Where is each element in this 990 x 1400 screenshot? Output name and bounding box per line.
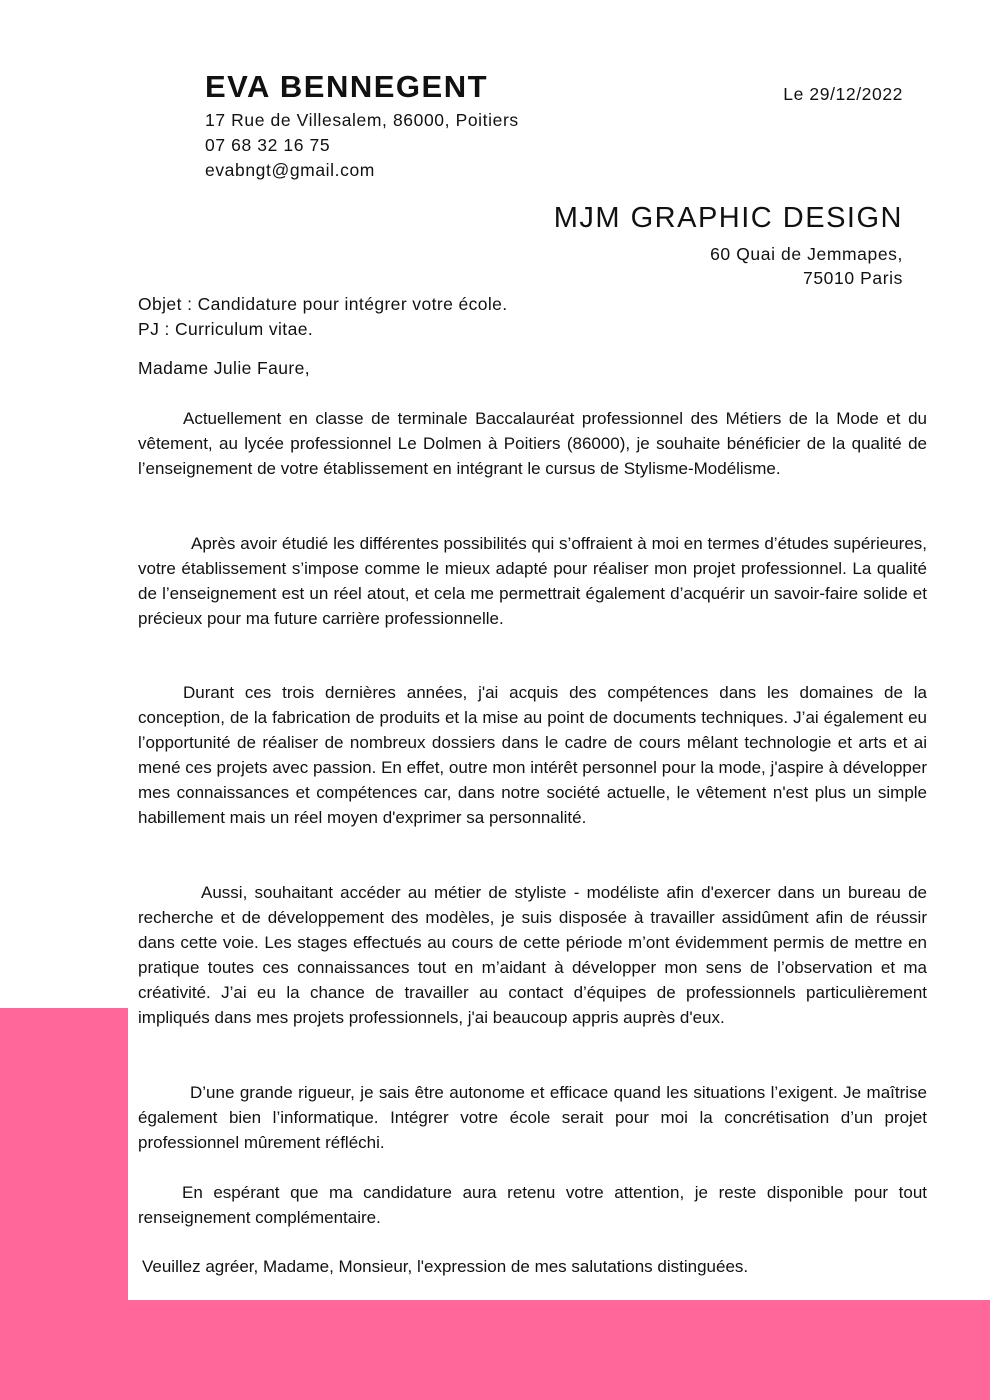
body-paragraph-2: Après avoir étudié les différentes possibilités qui s’offraient à moi en termes d’études supérieures, votre établissement s’impose comme le mieux adapté pour réaliser mon projet professionnel. La qualité de l’enseignement est un réel atout, et cela me permettrait également d’acquérir un savoir-faire solide et précieux pour ma future carrière professionnelle. xyxy=(138,534,927,628)
letter-date: Le 29/12/2022 xyxy=(783,84,903,104)
subject-line: Objet : Candidature pour intégrer votre école. xyxy=(138,294,508,314)
body-paragraph-3: Durant ces trois dernières années, j'ai acquis des compétences dans les domaines de la conception, de la fabrication de produits et la mise au point de documents techniques. J’ai également eu l’opportunité de réaliser de nombreux dossiers dans le cadre de cours mêlant technologie et arts et ai mené ces projets avec passion. En effet, outre mon intérêt personnel pour la mode, j'aspire à développer mes connaissances et compétences car, dans notre société actuelle, le vêtement n'est plus un simple habillement mais un réel moyen d'exprimer sa personnalité. xyxy=(138,683,927,827)
recipient-name: MJM GRAPHIC DESIGN xyxy=(553,202,903,234)
closing-formula: Veuillez agréer, Madame, Monsieur, l'expression de mes salutations distinguées. xyxy=(142,1257,749,1276)
sender-email: evabngt@gmail.com xyxy=(205,160,375,180)
salutation: Madame Julie Faure, xyxy=(138,358,310,378)
sender-phone: 07 68 32 16 75 xyxy=(205,135,331,155)
body-paragraph-6: En espérant que ma candidature aura retenu votre attention, je reste disponible pour tout renseignement complémentaire. xyxy=(138,1183,927,1227)
body-paragraph-4: Aussi, souhaitant accéder au métier de styliste - modéliste afin d'exercer dans un bureau de recherche et de développement des modèles, je suis disposée à travailler assidûment afin de réussir dans cette voie. Les stages effectués au cours de cette période m’ont évidemment permis de mettre en pratique toutes ces connaissances tout en m’aidant à développer mon sens de l’observation et ma créativité. J’ai eu la chance de travailler au contact d’équipes de professionnels particulièrement impliqués dans mes projets professionnels, j'ai beaucoup appris auprès d'eux. xyxy=(138,883,927,1027)
attachment-line: PJ : Curriculum vitae. xyxy=(138,319,314,339)
sender-name: EVA BENNEGENT xyxy=(205,69,489,104)
sender-address: 17 Rue de Villesalem, 86000, Poitiers xyxy=(205,110,519,130)
body-paragraph-1: Actuellement en classe de terminale Baccalauréat professionnel des Métiers de la Mode et du vêtement, au lycée professionnel Le Dolmen à Poitiers (86000), je souhaite bénéficier de la qualité de l’enseignement de votre établissement en intégrant le cursus de Stylisme-Modélisme. xyxy=(138,409,927,478)
recipient-address-line1: 60 Quai de Jemmapes, xyxy=(710,244,903,264)
recipient-address-line2: 75010 Paris xyxy=(803,268,903,288)
body-paragraph-5: D’une grande rigueur, je sais être autonome et efficace quand les situations l’exigent. Je maîtrise également bien l’informatique. Intégrer votre école serait pour moi la concrétisation d’un projet professionnel mûrement réfléchi. xyxy=(138,1083,927,1152)
decorative-pink-band-bottom xyxy=(0,1300,990,1400)
